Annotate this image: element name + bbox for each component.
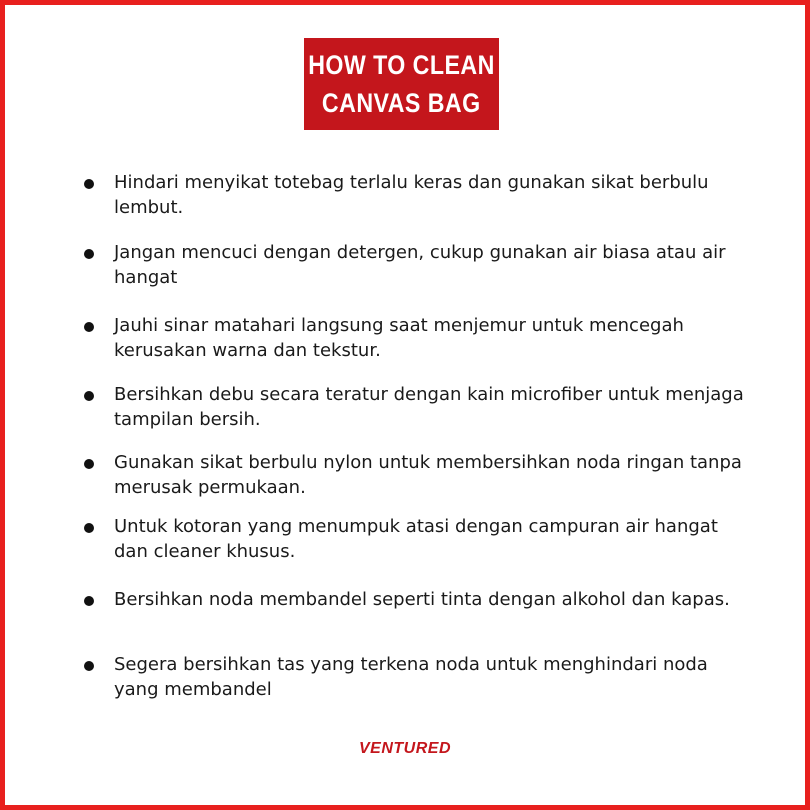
bullet-icon <box>84 661 94 671</box>
tip-text: Bersihkan debu secara teratur dengan kain microfiber untuk menjaga tampilan bersih. <box>114 384 744 430</box>
title-line-2: CANVAS BAG <box>322 88 481 118</box>
tip-text: Bersihkan noda membandel seperti tinta dengan alkohol dan kapas. <box>114 589 730 610</box>
bullet-icon <box>84 179 94 189</box>
tip-text: Jauhi sinar matahari langsung saat menjemur untuk mencegah kerusakan warna dan tekstur. <box>114 315 684 361</box>
bullet-icon <box>84 249 94 259</box>
tip-text: Hindari menyikat totebag terlalu keras dan gunakan sikat berbulu lembut. <box>114 172 709 218</box>
tip-text: Segera bersihkan tas yang terkena noda untuk menghindari noda yang membandel <box>114 654 708 700</box>
tip-text: Gunakan sikat berbulu nylon untuk membersihkan noda ringan tanpa merusak permukaan. <box>114 452 742 498</box>
bullet-icon <box>84 523 94 533</box>
bullet-icon <box>84 391 94 401</box>
brand-logo: VENTURED <box>358 740 451 757</box>
title-line-1: HOW TO CLEAN <box>308 50 495 80</box>
bullet-icon <box>84 596 94 606</box>
tip-text: Jangan mencuci dengan detergen, cukup gunakan air biasa atau air hangat <box>114 242 726 288</box>
bullet-icon <box>84 322 94 332</box>
tip-text: Untuk kotoran yang menumpuk atasi dengan campuran air hangat dan cleaner khusus. <box>114 516 718 562</box>
bullet-icon <box>84 459 94 469</box>
